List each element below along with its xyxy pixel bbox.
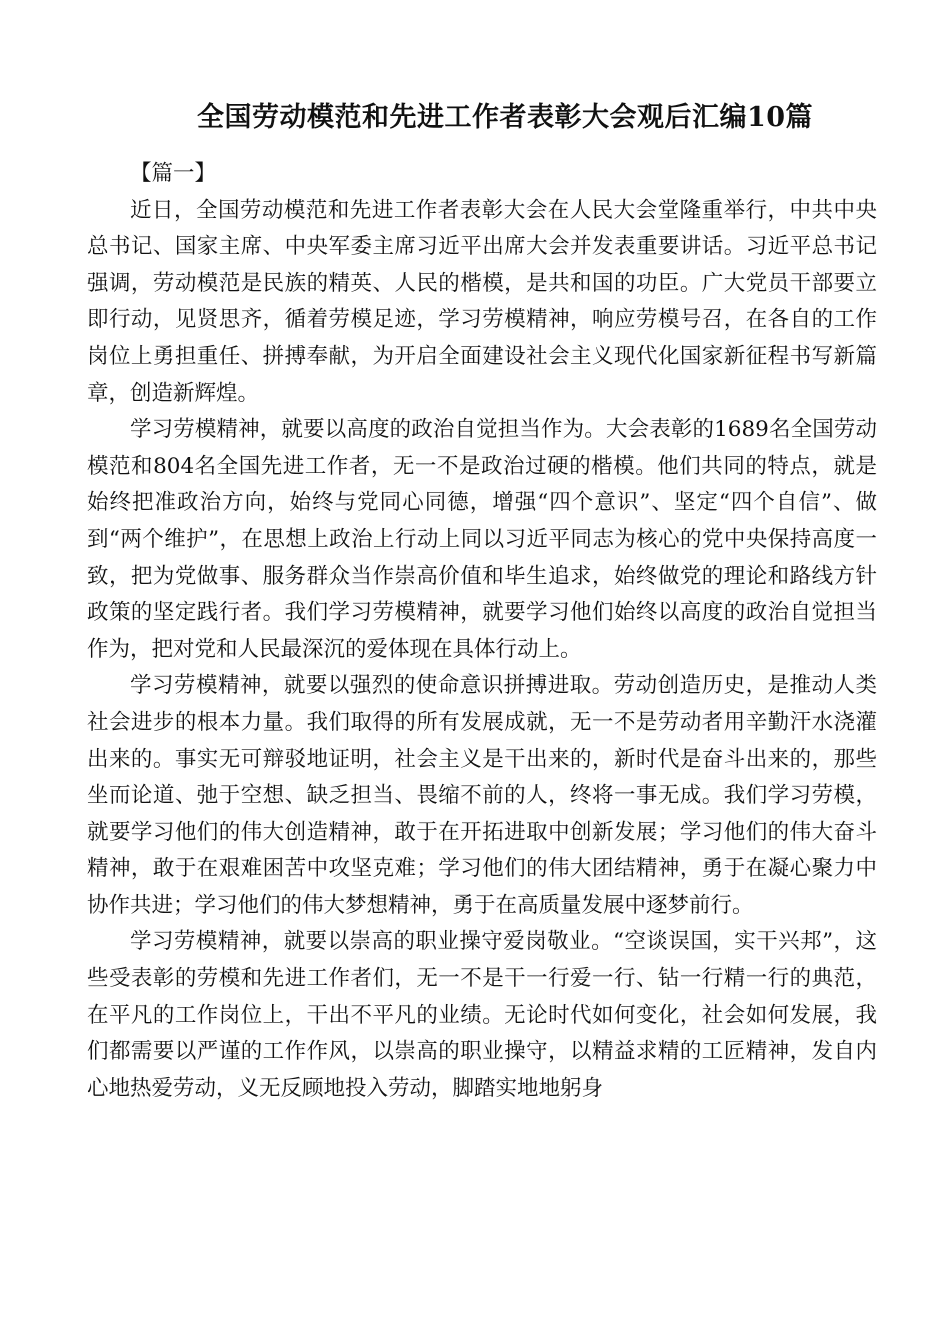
section-label: 【篇一】	[130, 161, 217, 186]
document-body	[87, 156, 877, 1107]
paragraph-2: 学习劳模精神，就要以高度的政治自觉担当作为。大会表彰的1689名全国劳动模范和804名全国先进工作者，无一不是政治过硬的楷模。他们共同的特点，就是始终把准政治方向，始终与党同心同德，增强“四个意识”、坚定“四个自信”、做到“两个维护”，在思想上政治上行动上同以习近平同志为核心的党中央保持高度一致，把为党做事、服务群众当作崇高价值和毕生追求，始终做党的理论和路线方针政策的坚定践行者。我们学习劳模精神，就要学习他们始终以高度的政治自觉担当作为，把对党和人民最深沉的爱体现在具体行动上。	[87, 417, 877, 662]
paragraph-3: 学习劳模精神，就要以强烈的使命意识拼搏进取。劳动创造历史，是推动人类社会进步的根本力量。我们取得的所有发展成就，无一不是劳动者用辛勤汗水浇灌出来的。事实无可辩驳地证明，社会主义是干出来的，新时代是奋斗出来的，那些坐而论道、弛于空想、缺乏担当、畏缩不前的人，终将一事无成。我们学习劳模，就要学习他们的伟大创造精神，敢于在开拓进取中创新发展；学习他们的伟大奋斗精神，敢于在艰难困苦中攻坚克难；学习他们的伟大团结精神，勇于在凝心聚力中协作共进；学习他们的伟大梦想精神，勇于在高质量发展中逐梦前行。	[87, 673, 877, 918]
paragraph-4: 学习劳模精神，就要以崇高的职业操守爱岗敬业。“空谈误国，实干兴邦”，这些受表彰的劳模和先进工作者们，无一不是干一行爱一行、钻一行精一行的典范，在平凡的工作岗位上，干出不平凡的业绩。无论时代如何变化，社会如何发展，我们都需要以严谨的工作作风，以崇高的职业操守，以精益求精的工匠精神，发自内心地热爱劳动，义无反顾地投入劳动，脚踏实地地躬身	[87, 929, 877, 1101]
document-title: 全国劳动模范和先进工作者表彰大会观后汇编10篇	[196, 102, 814, 133]
paragraph-1: 近日，全国劳动模范和先进工作者表彰大会在人民大会堂隆重举行，中共中央总书记、国家主席、中央军委主席习近平出席大会并发表重要讲话。习近平总书记强调，劳动模范是民族的精英、人民的楷模，是共和国的功臣。广大党员干部要立即行动，见贤思齐，循着劳模足迹，学习劳模精神，响应劳模号召，在各自的工作岗位上勇担重任、拼搏奉献，为开启全面建设社会主义现代化国家新征程书写新篇章，创造新辉煌。	[87, 197, 877, 406]
